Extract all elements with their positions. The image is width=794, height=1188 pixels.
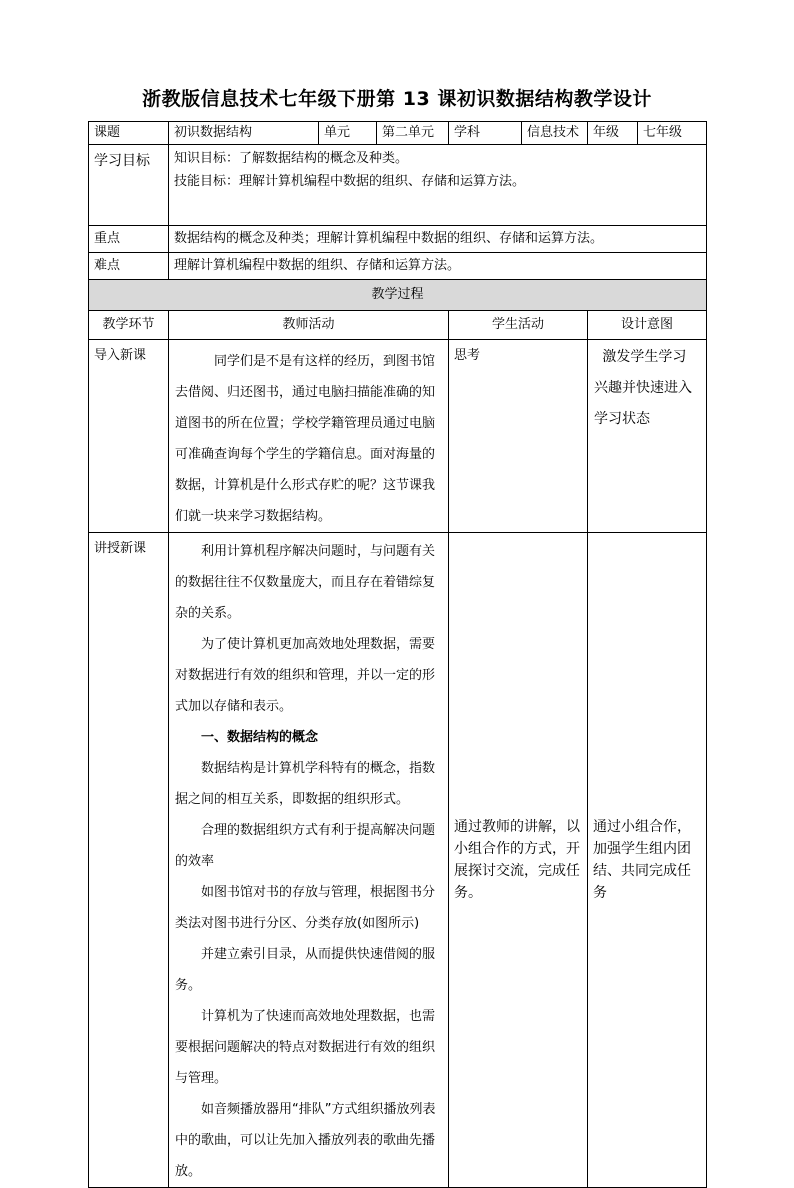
lecture-paragraph: 如图书馆对书的存放与管理，根据图书分类法对图书进行分区、分类存放(如图所示) <box>175 885 436 931</box>
key-point-row <box>89 226 707 253</box>
lecture-paragraph: 利用计算机程序解决问题时，与问题有关的数据往往不仅数量庞大，而且存在着错综复杂的关系。 <box>175 544 436 621</box>
grade-label: 年级 <box>588 122 638 145</box>
intro-stage: 导入新课 <box>89 340 169 533</box>
grade-value: 七年级 <box>638 122 707 145</box>
topic-value: 初识数据结构 <box>169 122 319 145</box>
intro-teacher-activity: 同学们是不是有这样的经历，到图书馆去借阅、归还图书，通过电脑扫描能准确的知道图书的所在位置；学校学籍管理员通过电脑可准确查询每个学生的学籍信息。面对海量的数据，计算机是什么形式存贮的呢？这节课我们就一块来学习数据结构。 <box>175 354 436 524</box>
key-point-label: 重点 <box>89 226 169 253</box>
lecture-paragraph: 数据结构是计算机学科特有的概念，指数据之间的相互关系，即数据的组织形式。 <box>175 761 436 807</box>
intro-row <box>89 340 707 533</box>
unit-value: 第二单元 <box>377 122 449 145</box>
lecture-student-activity: 通过教师的讲解，以小组合作的方式，开展探讨交流，完成任务。 <box>449 533 588 1188</box>
lecture-paragraph: 并建立索引目录，从而提供快速借阅的服务。 <box>175 947 436 993</box>
subject-label: 学科 <box>449 122 522 145</box>
document-title: 浙教版信息技术七年级下册第 13 课初识数据结构教学设计 <box>142 88 652 110</box>
topic-label: 课题 <box>89 122 169 145</box>
intro-design-intent: 激发学生学习兴趣并快速进入学习状态 <box>594 349 692 427</box>
process-title: 教学过程 <box>89 280 707 311</box>
section-heading: 一、数据结构的概念 <box>201 730 319 745</box>
difficulty-row <box>89 253 707 280</box>
process-column-header <box>89 311 707 340</box>
lecture-paragraph: 为了使计算机更加高效地处理数据，需要对数据进行有效的组织和管理，并以一定的形式加以存储和表示。 <box>175 637 436 714</box>
lecture-design-intent: 通过小组合作，加强学生组内团结、共同完成任务 <box>588 533 707 1188</box>
lecture-paragraph: 合理的数据组织方式有利于提高解决问题的效率 <box>175 823 436 869</box>
lesson-plan-table <box>88 121 707 1188</box>
lecture-row <box>89 533 707 1188</box>
info-row <box>89 122 707 145</box>
skill-goal: 技能目标：理解计算机编程中数据的组织、存储和运算方法。 <box>174 174 526 189</box>
unit-label: 单元 <box>319 122 377 145</box>
column-student: 学生活动 <box>449 311 588 340</box>
lecture-paragraph: 如音频播放器用“排队”方式组织播放列表中的歌曲，可以让先加入播放列表的歌曲先播放。 <box>175 1102 436 1179</box>
goals-label: 学习目标 <box>89 145 169 226</box>
key-point-value: 数据结构的概念及种类；理解计算机编程中数据的组织、存储和运算方法。 <box>169 226 707 253</box>
subject-value: 信息技术 <box>522 122 588 145</box>
knowledge-goal: 知识目标：了解数据结构的概念及种类。 <box>174 151 409 166</box>
goals-row <box>89 145 707 226</box>
intro-student-activity: 思考 <box>449 340 588 533</box>
process-section-header <box>89 280 707 311</box>
lecture-paragraph: 计算机为了快速而高效地处理数据，也需要根据问题解决的特点对数据进行有效的组织与管理。 <box>175 1009 436 1086</box>
difficulty-label: 难点 <box>89 253 169 280</box>
column-teacher: 教师活动 <box>169 311 449 340</box>
difficulty-value: 理解计算机编程中数据的组织、存储和运算方法。 <box>169 253 707 280</box>
column-stage: 教学环节 <box>89 311 169 340</box>
lecture-stage: 讲授新课 <box>89 533 169 1188</box>
column-design: 设计意图 <box>588 311 707 340</box>
